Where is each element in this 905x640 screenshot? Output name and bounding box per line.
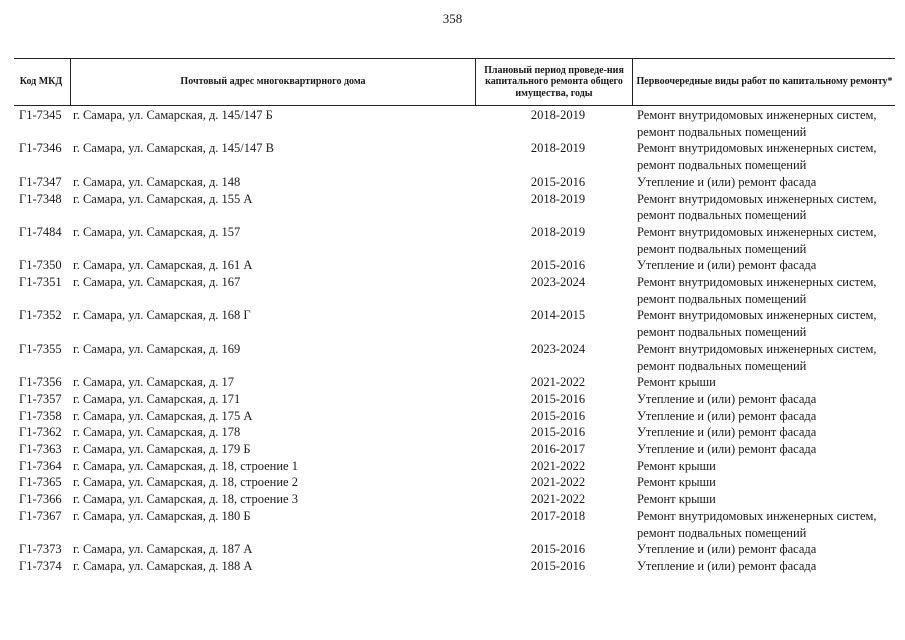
row-address: г. Самара, ул. Самарская, д. 18, строение 1 <box>73 458 298 473</box>
row-works: Ремонт крыши <box>637 475 716 490</box>
row-code: Г1-7366 <box>19 492 62 507</box>
row-period: 2021-2022 <box>530 475 586 490</box>
row-code: Г1-7357 <box>19 391 62 406</box>
header-period: Плановый период проведе-ния капитального ремонта общего имущества, годы <box>476 59 633 105</box>
row-address: г. Самара, ул. Самарская, д. 188 А <box>73 558 253 573</box>
row-period: 2018-2019 <box>530 141 586 156</box>
row-code: Г1-7363 <box>19 442 62 456</box>
row-address: г. Самара, ул. Самарская, д. 155 А <box>73 191 253 206</box>
row-code: Г1-7364 <box>19 458 62 473</box>
row-address: г. Самара, ул. Самарская, д. 171 <box>73 391 241 406</box>
row-period: 2015-2016 <box>530 408 586 423</box>
row-works: Ремонт внутридомовых инженерных систем, ремонт подвальных помещений <box>637 191 877 223</box>
row-works: Ремонт крыши <box>637 458 716 473</box>
row-address: г. Самара, ул. Самарская, д. 175 А <box>73 408 253 423</box>
row-period: 2015-2016 <box>530 391 586 406</box>
row-works: Ремонт внутридомовых инженерных систем, ремонт подвальных помещений <box>637 508 877 540</box>
row-address: г. Самара, ул. Самарская, д. 18, строение 3 <box>73 492 298 507</box>
row-period: 2015-2016 <box>530 425 586 440</box>
row-period: 2018-2019 <box>530 191 586 206</box>
row-works: Ремонт внутридомовых инженерных систем, ремонт подвальных помещений <box>637 141 877 173</box>
row-period: 2018-2019 <box>530 108 586 122</box>
row-works: Утепление и (или) ремонт фасада <box>637 408 817 423</box>
row-address: г. Самара, ул. Самарская, д. 169 <box>73 341 241 356</box>
row-address: г. Самара, ул. Самарская, д. 180 Б <box>73 508 251 523</box>
row-works: Утепление и (или) ремонт фасада <box>637 425 817 440</box>
row-address: г. Самара, ул. Самарская, д. 178 <box>73 425 241 440</box>
row-code: Г1-7374 <box>19 558 62 573</box>
row-period: 2015-2016 <box>530 558 586 573</box>
row-address: г. Самара, ул. Самарская, д. 18, строение 2 <box>73 475 298 490</box>
header-address: Почтовый адрес многоквартирного дома <box>70 59 476 105</box>
row-period: 2015-2016 <box>530 258 586 273</box>
row-works: Ремонт внутридомовых инженерных систем, ремонт подвальных помещений <box>637 224 877 256</box>
row-code: Г1-7373 <box>19 542 62 557</box>
row-works: Ремонт крыши <box>637 492 716 507</box>
row-period: 2017-2018 <box>530 508 586 523</box>
row-works: Утепление и (или) ремонт фасада <box>637 391 817 406</box>
row-period: 2021-2022 <box>530 492 586 507</box>
row-works: Утепление и (или) ремонт фасада <box>637 558 817 573</box>
row-address: г. Самара, ул. Самарская, д. 145/147 Б <box>73 108 273 122</box>
header-works: Первоочередные виды работ по капитальному ремонту* <box>636 76 893 88</box>
row-address: г. Самара, ул. Самарская, д. 145/147 В <box>73 141 274 156</box>
row-code: Г1-7484 <box>19 224 62 239</box>
row-code: Г1-7346 <box>19 141 62 156</box>
row-address: г. Самара, ул. Самарская, д. 187 А <box>73 542 253 557</box>
row-address: г. Самара, ул. Самарская, д. 167 <box>73 275 241 289</box>
row-code: Г1-7355 <box>19 341 62 356</box>
row-code: Г1-7365 <box>19 475 62 490</box>
row-code: Г1-7345 <box>19 108 62 122</box>
row-address: г. Самара, ул. Самарская, д. 148 <box>73 174 241 189</box>
row-code: Г1-7362 <box>19 425 62 440</box>
page-number: 358 <box>442 11 463 26</box>
row-works: Ремонт внутридомовых инженерных систем, ремонт подвальных помещений <box>637 108 877 139</box>
row-period: 2018-2019 <box>530 224 586 239</box>
row-address: г. Самара, ул. Самарская, д. 168 Г <box>73 308 251 323</box>
row-code: Г1-7350 <box>19 258 62 273</box>
row-period: 2016-2017 <box>530 442 586 456</box>
row-code: Г1-7352 <box>19 308 62 323</box>
row-period: 2023-2024 <box>530 341 586 356</box>
header-code: Код МКД <box>19 76 63 88</box>
row-address: г. Самара, ул. Самарская, д. 179 Б <box>73 442 251 456</box>
row-works: Ремонт внутридомовых инженерных систем, ремонт подвальных помещений <box>637 275 877 306</box>
row-period: 2015-2016 <box>530 542 586 557</box>
row-period: 2021-2022 <box>530 375 586 390</box>
row-period: 2021-2022 <box>530 458 586 473</box>
row-address: г. Самара, ул. Самарская, д. 161 А <box>73 258 253 273</box>
row-works: Утепление и (или) ремонт фасада <box>637 542 817 557</box>
row-works: Утепление и (или) ремонт фасада <box>637 174 817 189</box>
row-code: Г1-7367 <box>19 508 62 523</box>
row-works: Ремонт внутридомовых инженерных систем, ремонт подвальных помещений <box>637 308 877 340</box>
row-period: 2015-2016 <box>530 174 586 189</box>
row-period: 2014-2015 <box>530 308 586 323</box>
row-address: г. Самара, ул. Самарская, д. 17 <box>73 375 235 390</box>
row-code: Г1-7358 <box>19 408 62 423</box>
row-works: Утепление и (или) ремонт фасада <box>637 258 817 273</box>
row-code: Г1-7356 <box>19 375 62 390</box>
row-code: Г1-7351 <box>19 275 62 289</box>
table-header <box>14 58 895 106</box>
row-works: Ремонт крыши <box>637 375 716 390</box>
row-works: Утепление и (или) ремонт фасада <box>637 442 817 456</box>
row-address: г. Самара, ул. Самарская, д. 157 <box>73 224 241 239</box>
row-works: Ремонт внутридомовых инженерных систем, ремонт подвальных помещений <box>637 341 877 373</box>
row-code: Г1-7347 <box>19 174 62 189</box>
row-period: 2023-2024 <box>530 275 586 289</box>
row-code: Г1-7348 <box>19 191 62 206</box>
